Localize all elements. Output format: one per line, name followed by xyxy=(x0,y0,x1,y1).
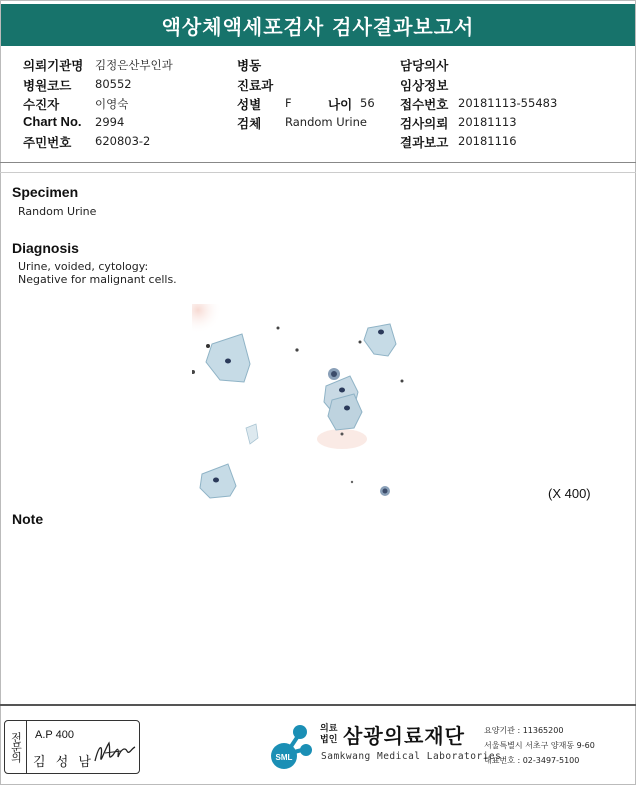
pathologist-box xyxy=(4,720,140,774)
specimen-value: Random Urine xyxy=(285,115,367,129)
note-heading: Note xyxy=(12,511,44,527)
phone-number: 대표번호 : 02-3497-5100 xyxy=(484,756,580,765)
chart-value: 2994 xyxy=(95,115,125,129)
specimen-text: Random Urine xyxy=(18,205,97,218)
ward-label: 병동 xyxy=(237,58,262,73)
signature-image xyxy=(91,735,137,769)
sml-logo-icon xyxy=(270,722,316,772)
diagnosis-line-1: Urine, voided, cytology: xyxy=(18,260,149,273)
license-number: A.P 400 xyxy=(35,729,74,741)
org-type-line-2: 법인 xyxy=(320,735,338,745)
logo-text: SML xyxy=(275,753,293,762)
org-name: 삼광의료재단 xyxy=(343,724,465,748)
magnification-label: (X 400) xyxy=(548,486,591,501)
request-value: 20181113 xyxy=(458,115,517,129)
age-label: 나이 xyxy=(328,97,353,112)
sex-value: F xyxy=(285,96,292,110)
org-type xyxy=(320,724,337,746)
diagnosis-heading: Diagnosis xyxy=(12,240,79,256)
age-value: 56 xyxy=(360,96,375,110)
diagnosis-line-2: Negative for malignant cells. xyxy=(18,273,177,286)
patient-info xyxy=(0,50,636,162)
specialist-label: 전문의 xyxy=(5,721,27,773)
org-english-name: Samkwang Medical Laboratories xyxy=(321,751,502,762)
divider xyxy=(0,162,636,163)
rrn-label: 주민번호 xyxy=(23,135,72,150)
doctor-label: 담당의사 xyxy=(400,58,449,73)
clinical-label: 임상정보 xyxy=(400,78,449,93)
rrn-value: 620803-2 xyxy=(95,134,151,148)
report-title: 액상체액세포검사 검사결과보고서 xyxy=(1,4,635,46)
code-label: 병원코드 xyxy=(23,78,72,93)
divider xyxy=(0,172,636,173)
org-type-line-1: 의료 xyxy=(320,724,338,734)
receipt-value: 20181113-55483 xyxy=(458,96,558,110)
receipt-label: 접수번호 xyxy=(400,97,449,112)
footer-divider xyxy=(0,704,636,706)
institution-code: 요양기관 : 11365200 xyxy=(484,726,564,735)
patient-value: 이영숙 xyxy=(95,97,129,111)
specimen-label: 검체 xyxy=(237,116,262,131)
hospital-value: 김정은산부인과 xyxy=(95,58,173,72)
sex-label: 성별 xyxy=(237,97,262,112)
code-value: 80552 xyxy=(95,77,132,91)
patient-label: 수진자 xyxy=(23,97,60,112)
specimen-heading: Specimen xyxy=(12,184,79,200)
address: 서울특별시 서초구 양재동 9-60 xyxy=(484,741,595,750)
dept-label: 진료과 xyxy=(237,78,274,93)
report-label: 결과보고 xyxy=(400,135,449,150)
chart-label: Chart No. xyxy=(23,114,82,129)
cytology-micrograph xyxy=(192,304,406,499)
request-label: 검사의뢰 xyxy=(400,116,449,131)
pathologist-name: 김 성 남 xyxy=(33,755,94,770)
report-value: 20181116 xyxy=(458,134,517,148)
hospital-label: 의뢰기관명 xyxy=(23,58,84,73)
